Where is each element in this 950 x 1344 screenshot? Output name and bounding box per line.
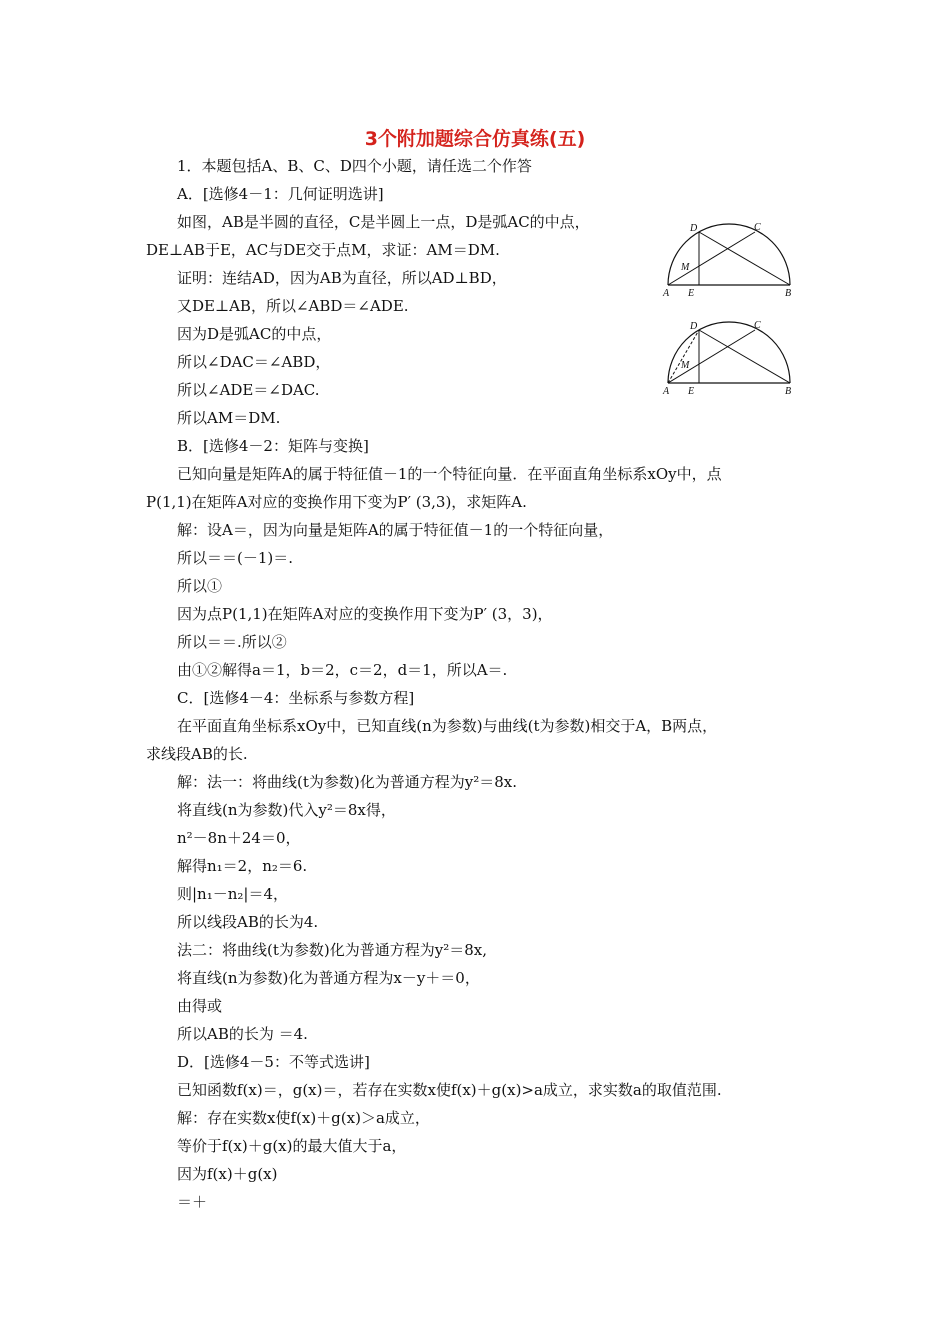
solution-d-line-3: 因为f(x)＋g(x) <box>177 1165 278 1183</box>
problem-c-line-2: 求线段AB的长. <box>146 745 248 763</box>
label-b: B <box>785 288 792 299</box>
semicircle-figure-2 <box>660 316 800 398</box>
section-d-heading: D．[选修4－5：不等式选讲] <box>177 1053 370 1071</box>
problem-a-line-1: 如图，AB是半圆的直径，C是半圆上一点，D是弧AC的中点， <box>177 213 590 231</box>
solution-d-line-1: 解：存在实数x使f(x)＋g(x)＞a成立， <box>177 1109 430 1127</box>
section-a-heading: A．[选修4－1：几何证明选讲] <box>177 185 384 203</box>
label-a: A <box>663 386 670 397</box>
proof-a-line-2: 又DE⊥AB，所以∠ABD＝∠ADE. <box>177 297 409 315</box>
label-m: M <box>681 262 690 273</box>
solution-b-line-3: 所以① <box>177 577 223 595</box>
solution-b-line-2: 所以＝＝(－1)＝. <box>177 549 294 567</box>
proof-a-line-4: 所以∠DAC＝∠ABD， <box>177 353 331 371</box>
solution-b-line-4: 因为点P(1,1)在矩阵A对应的变换作用下变为P′ (3，3)， <box>177 605 553 623</box>
proof-a-line-3: 因为D是弧AC的中点， <box>177 325 332 343</box>
solution-c-line-7: 法二：将曲线(t为参数)化为普通方程为y²＝8x, <box>177 941 487 959</box>
solution-c-line-5: 则|n₁－n₂|＝4， <box>177 885 288 903</box>
solution-c-line-1: 解：法一：将曲线(t为参数)化为普通方程为y²＝8x. <box>177 773 517 791</box>
problem-c-line-1: 在平面直角坐标系xOy中，已知直线(n为参数)与曲线(t为参数)相交于A，B两点， <box>177 717 718 735</box>
solution-d-line-4: ＝＋ <box>177 1193 208 1211</box>
section-c-heading: C．[选修4－4：坐标系与参数方程] <box>177 689 415 707</box>
proof-a-line-6: 所以AM＝DM. <box>177 409 281 427</box>
chord-ac <box>668 232 755 285</box>
label-c: C <box>754 320 761 331</box>
chord-ac <box>668 330 755 383</box>
solution-d-line-2: 等价于f(x)＋g(x)的最大值大于a， <box>177 1137 407 1155</box>
chord-db <box>699 232 790 285</box>
problem-b-line-1: 已知向量是矩阵A的属于特征值－1的一个特征向量．在平面直角坐标系xOy中，点 <box>177 465 722 483</box>
solution-c-line-3: n²－8n＋24＝0， <box>177 829 301 847</box>
proof-a-line-5: 所以∠ADE＝∠DAC. <box>177 381 320 399</box>
label-d: D <box>690 223 698 234</box>
semicircle-arc <box>668 224 790 285</box>
label-c: C <box>754 222 761 233</box>
page-title: 3个附加题综合仿真练(五) <box>364 128 586 150</box>
label-e: E <box>688 386 695 397</box>
semicircle-figure-1 <box>660 218 800 300</box>
proof-a-line-1: 证明：连结AD，因为AB为直径，所以AD⊥BD， <box>177 269 507 287</box>
segment-ad-dashed <box>668 330 699 383</box>
problem-d-line-1: 已知函数f(x)＝，g(x)＝，若存在实数x使f(x)＋g(x)>a成立，求实数a的取值范围. <box>177 1081 722 1099</box>
label-m: M <box>681 360 690 371</box>
label-e: E <box>688 288 695 299</box>
intro-line: 1．本题包括A、B、C、D四个小题，请任选二个作答 <box>177 157 532 175</box>
solution-c-line-4: 解得n₁＝2，n₂＝6. <box>177 857 308 875</box>
solution-c-line-6: 所以线段AB的长为4. <box>177 913 319 931</box>
solution-c-line-2: 将直线(n为参数)代入y²＝8x得， <box>177 801 396 819</box>
solution-b-line-1: 解：设A＝，因为向量是矩阵A的属于特征值－1的一个特征向量， <box>177 521 614 539</box>
solution-b-line-5: 所以＝＝.所以② <box>177 633 287 651</box>
section-b-heading: B．[选修4－2：矩阵与变换] <box>177 437 369 455</box>
solution-c-line-8: 将直线(n为参数)化为普通方程为x－y＋＝0， <box>177 969 480 987</box>
solution-c-line-9: 由得或 <box>177 997 223 1015</box>
chord-db <box>699 330 790 383</box>
problem-b-line-2: P(1,1)在矩阵A对应的变换作用下变为P′ (3,3)，求矩阵A. <box>146 493 527 511</box>
problem-a-line-2: DE⊥AB于E，AC与DE交于点M，求证：AM＝DM. <box>146 241 500 259</box>
label-a: A <box>663 288 670 299</box>
label-b: B <box>785 386 792 397</box>
solution-c-line-10: 所以AB的长为 ＝4. <box>177 1025 308 1043</box>
solution-b-line-6: 由①②解得a＝1，b＝2，c＝2，d＝1，所以A＝. <box>177 661 508 679</box>
label-d: D <box>690 321 698 332</box>
